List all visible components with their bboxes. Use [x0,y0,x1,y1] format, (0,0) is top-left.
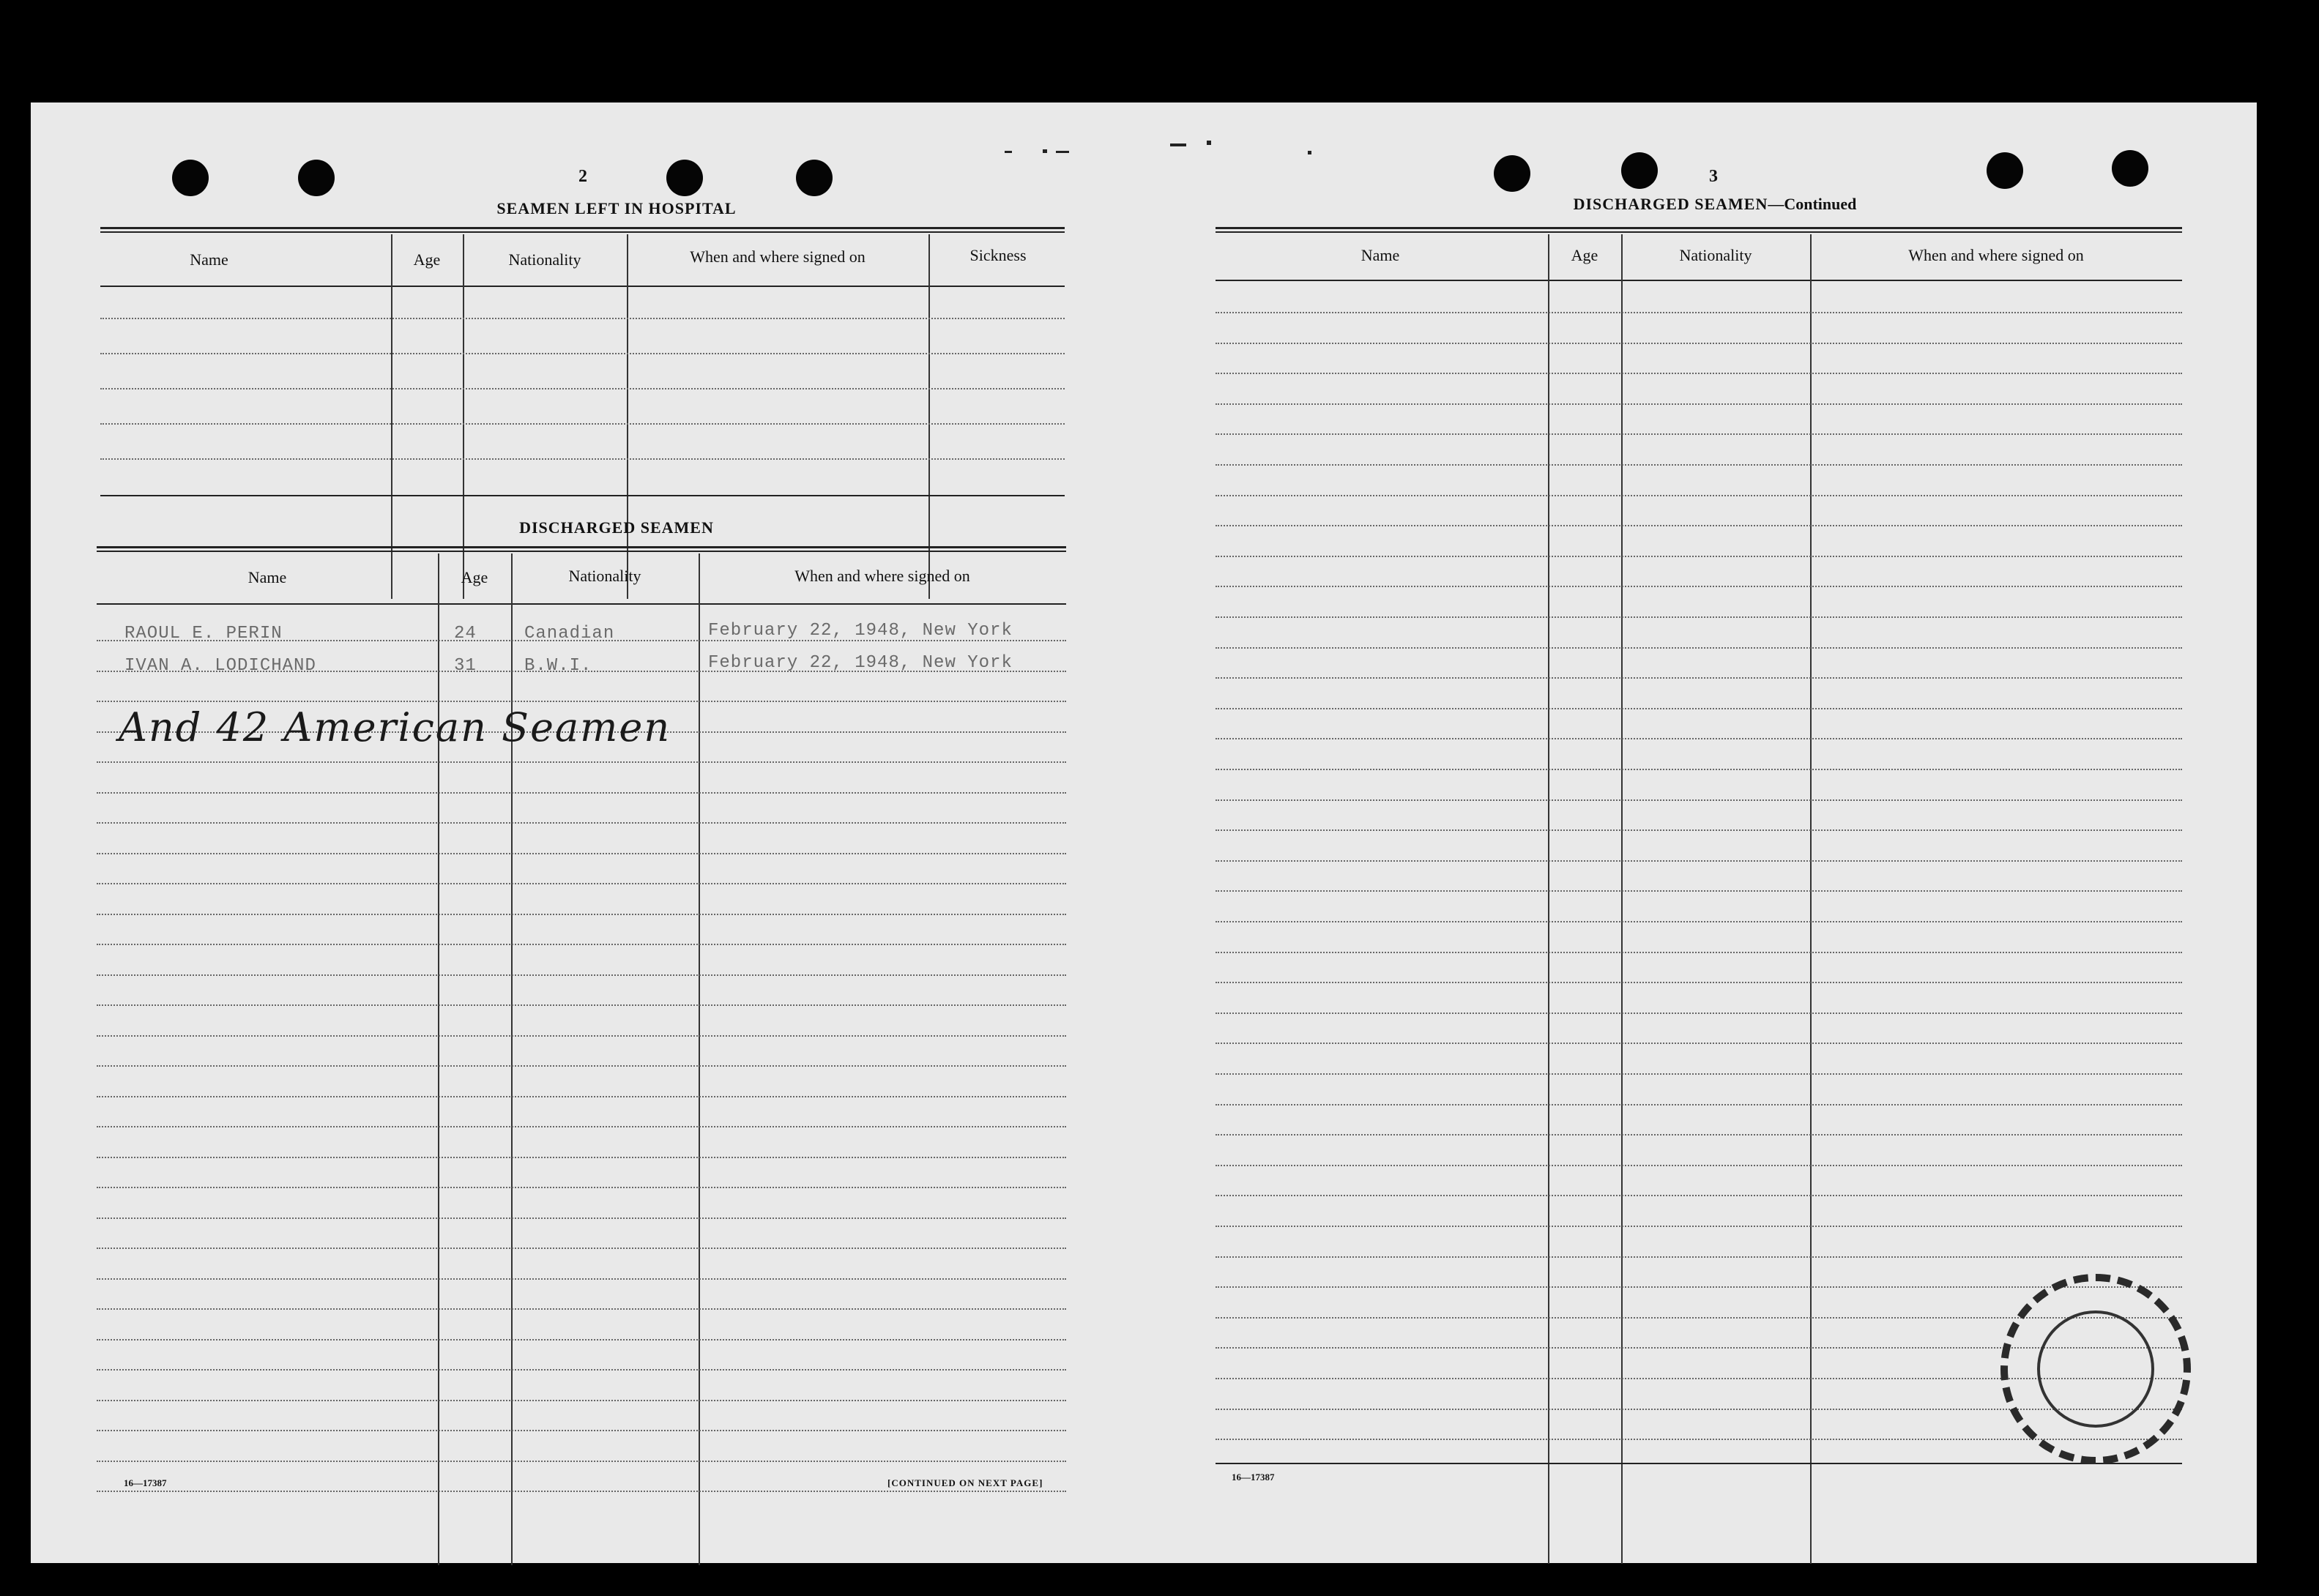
ruled-line [100,353,1065,354]
ruled-line [97,1339,1066,1340]
ruled-line [1216,1165,2182,1166]
ruled-line [97,1491,1066,1492]
hospital-section-title: SEAMEN LEFT IN HOSPITAL [496,199,737,217]
seaman-nationality: B.W.I. [524,656,592,676]
punch-hole [2112,150,2148,187]
punch-hole [1987,152,2023,189]
ruled-line [97,914,1066,915]
ruled-line [97,1187,1066,1188]
seaman-signed-on: February 22, 1948, New York [708,653,1013,673]
handwritten-note: And 42 American Seamen [119,704,671,750]
ruled-line [97,1217,1066,1219]
punch-hole [796,160,833,196]
ruled-line [1216,708,2182,709]
ruled-line [97,1035,1066,1037]
ruled-line [100,388,1065,389]
ruled-line [97,1004,1066,1006]
ruled-line [97,1430,1066,1431]
hospital-header-sickness: Sickness [969,246,1027,264]
ruled-line [1216,1286,2182,1288]
ruled-line [1216,495,2182,496]
speck [1308,151,1311,154]
discharged-header-rule [97,603,1066,605]
form-code-right: 16—17387 [1232,1472,1275,1483]
ruled-line [1216,343,2182,344]
ruled-line [1216,1256,2182,1258]
hospital-col-divider [627,234,628,599]
hospital-header-signed-on: When and where signed on [690,247,866,266]
ruled-line [97,1369,1066,1371]
ruled-line [1216,769,2182,770]
ruled-line [1216,952,2182,953]
right-header-nationality: Nationality [1679,246,1752,264]
ruled-line [1216,799,2182,801]
ruled-line [100,458,1065,460]
discharged-cont-title [1495,195,1935,214]
ruled-line [1216,860,2182,862]
speck [1170,143,1186,146]
punch-hole [1621,152,1658,189]
discharged-header-name: Name [247,568,287,586]
ruled-line [97,822,1066,824]
page-number-right: 3 [1709,167,1718,186]
ruled-line [97,1126,1066,1127]
ruled-line [1216,556,2182,557]
punch-hole [298,160,335,196]
seaman-name: IVAN A. LODICHAND [124,656,316,676]
discharged-col-divider [699,553,700,1565]
ruled-line [1216,677,2182,679]
ruled-line [1216,1104,2182,1105]
ruled-line [1216,829,2182,831]
ruled-line [1216,525,2182,526]
ruled-line [97,701,1066,702]
hospital-header-rule [100,286,1065,287]
seaman-age: 24 [454,624,477,644]
hospital-header-age: Age [413,250,441,269]
ruled-line [1216,1013,2182,1014]
hospital-col-divider [391,234,392,599]
ruled-line [1216,1073,2182,1075]
ruled-line [100,423,1065,425]
seaman-age: 31 [454,656,477,676]
hospital-col-divider [928,234,930,599]
ruled-line [1216,738,2182,739]
ruled-line [1216,1195,2182,1196]
ruled-line [100,318,1065,319]
ruled-line [1216,921,2182,922]
stamp-inner-ring [2037,1310,2154,1428]
immigration-stamp [2000,1274,2191,1464]
speck [1043,149,1047,153]
ruled-line [1216,616,2182,618]
ruled-line [1216,403,2182,405]
right-top-rule [1216,227,2182,229]
discharged-header-nationality: Nationality [568,567,641,585]
form-code-left: 16—17387 [124,1477,167,1488]
right-header-rule [1216,280,2182,281]
page-number-left: 2 [578,167,587,186]
discharged-section-title: DISCHARGED SEAMEN [519,518,714,537]
ruled-line [1216,1226,2182,1227]
punch-hole [1494,155,1530,192]
hospital-header-nationality: Nationality [508,250,581,269]
ruled-line [97,1065,1066,1067]
seaman-nationality: Canadian [524,624,615,644]
ruled-line [1216,464,2182,466]
hospital-top-rule-2 [100,231,1065,233]
hospital-top-rule [100,227,1065,229]
ruled-line [97,792,1066,794]
ruled-line [1216,647,2182,649]
discharged-cont-title-main: DISCHARGED SEAMEN [1573,195,1768,213]
hospital-col-divider [463,234,464,599]
ruled-line [1216,1043,2182,1044]
document-sheet [31,102,2257,1563]
ruled-line [97,883,1066,884]
hospital-header-name: Name [190,250,228,269]
discharged-header-age: Age [461,568,488,586]
ruled-line [1216,373,2182,374]
discharged-top-rule-2 [97,551,1066,552]
seaman-name: RAOUL E. PERIN [124,624,283,644]
ruled-line [97,1278,1066,1280]
discharged-cont-title-suffix: —Continued [1768,195,1857,213]
ruled-line [97,761,1066,763]
right-header-age: Age [1571,246,1598,264]
ruled-line [97,1400,1066,1401]
speck [1207,141,1211,145]
discharged-top-rule [97,546,1066,548]
ruled-line [97,1248,1066,1249]
ruled-line [97,853,1066,854]
ruled-line [1216,433,2182,435]
discharged-header-signed-on: When and where signed on [794,567,970,585]
continued-note: [CONTINUED ON NEXT PAGE] [887,1477,1043,1488]
right-bottom-rule [1216,1463,2182,1464]
right-header-name: Name [1360,246,1400,264]
seaman-signed-on: February 22, 1948, New York [708,621,1013,641]
ruled-line [1216,1134,2182,1136]
punch-hole [172,160,209,196]
ruled-line [1216,586,2182,587]
ruled-line [1216,312,2182,313]
ruled-line [97,944,1066,945]
ruled-line [1216,890,2182,892]
ruled-line [97,1096,1066,1097]
right-top-rule-2 [1216,231,2182,233]
ruled-line [97,1308,1066,1310]
punch-hole [666,160,703,196]
right-header-signed-on: When and where signed on [1908,246,2084,264]
ruled-line [97,974,1066,976]
speck [1005,151,1012,153]
ruled-line [97,1157,1066,1158]
ruled-line [1216,982,2182,983]
ruled-line [97,1461,1066,1462]
hospital-bottom-rule [100,495,1065,496]
speck [1056,151,1069,153]
